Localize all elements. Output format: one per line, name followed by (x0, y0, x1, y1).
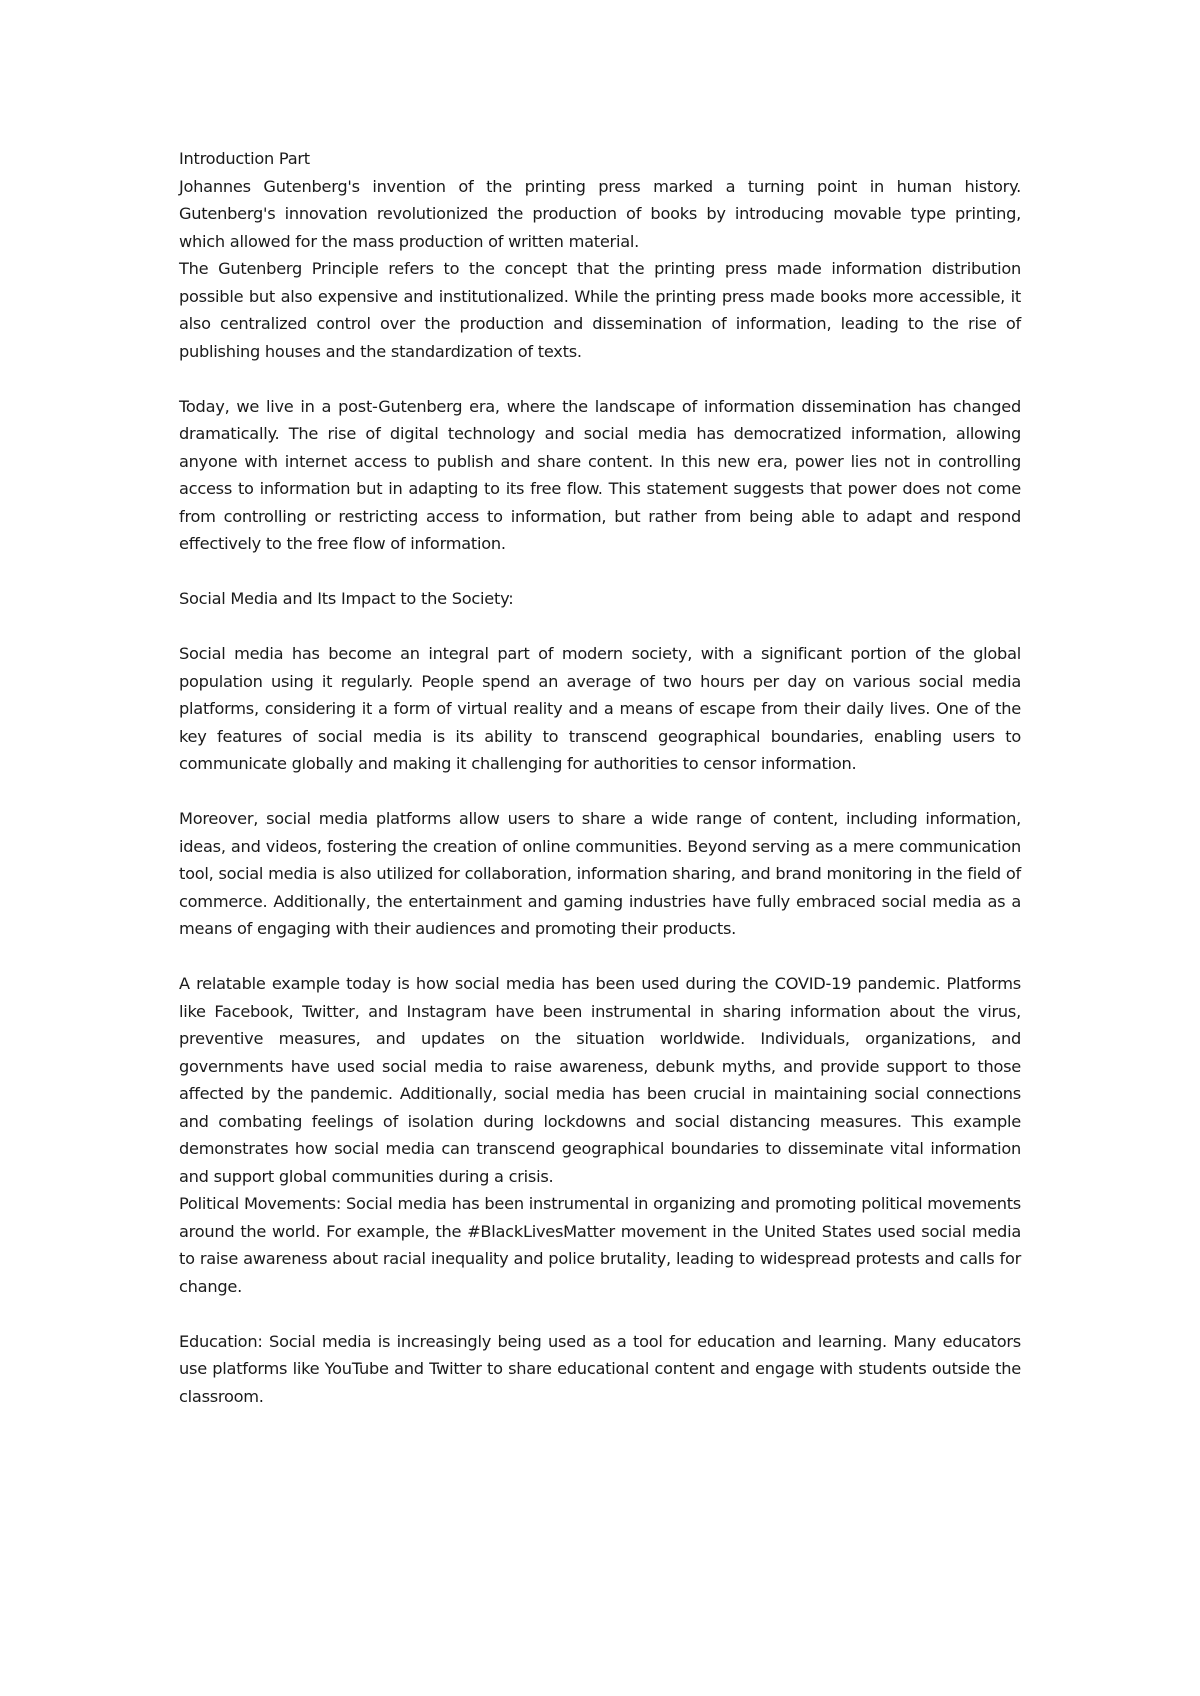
paragraph-gutenberg-principle: The Gutenberg Principle refers to the concept that the printing press made information distribution possible but also expensive and institutionalized. While the printing press made books more accessible, it also centralized control over the production and dissemination of information, leading to the rise of publishing houses and the standardization of texts. (179, 259, 1021, 361)
paragraph-covid-example: A relatable example today is how social media has been used during the COVID-19 pandemic. Platforms like Facebook, Twitter, and Instagram have been instrumental in sharing information about the virus, preventive measures, and updates on the situation worldwide. Individuals, organizations, and governments have used social media to raise awareness, debunk myths, and provide support to those affected by the pandemic. Additionally, social media has been crucial in maintaining social connections and combating feelings of isolation during lockdowns and social distancing measures. This example demonstrates how social media can transcend geographical boundaries to disseminate vital information and support global communities during a crisis. (179, 974, 1021, 1186)
paragraph-political-movements: Political Movements: Social media has been instrumental in organizing and promoting political movements around the world. For example, the #BlackLivesMatter movement in the United States used social media to raise awareness about racial inequality and police brutality, leading to widespread protests and calls for change. (179, 1194, 1021, 1296)
section-heading-social-media: Social Media and Its Impact to the Society: (179, 589, 514, 608)
paragraph-social-media-integral: Social media has become an integral part of modern society, with a significant portion of the global population using it regularly. People spend an average of two hours per day on various social media platforms, considering it a form of virtual reality and a means of escape from their daily lives. One of the key features of social media is its ability to transcend geographical boundaries, enabling users to communicate globally and making it challenging for authorities to censor information. (179, 644, 1021, 773)
section-heading-introduction: Introduction Part (179, 149, 310, 168)
document-body (179, 145, 1021, 1410)
paragraph-social-media-content: Moreover, social media platforms allow users to share a wide range of content, including information, ideas, and videos, fostering the creation of online communities. Beyond serving as a mere communication tool, social media is also utilized for collaboration, information sharing, and brand monitoring in the field of commerce. Additionally, the entertainment and gaming industries have fully embraced social media as a means of engaging with their audiences and promoting their products. (179, 809, 1021, 938)
paragraph-education: Education: Social media is increasingly being used as a tool for education and learning. Many educators use platforms like YouTube and Twitter to share educational content and engage with students outside the classroom. (179, 1331, 1021, 1406)
paragraph-gutenberg-invention: Johannes Gutenberg's invention of the printing press marked a turning point in human history. Gutenberg's innovation revolutionized the production of books by introducing movable type printing, which allowed for the mass production of written material. (179, 176, 1021, 251)
paragraph-post-gutenberg-era: Today, we live in a post-Gutenberg era, where the landscape of information dissemination has changed dramatically. The rise of digital technology and social media has democratized information, allowing anyone with internet access to publish and share content. In this new era, power lies not in controlling access to information but in adapting to its free flow. This statement suggests that power does not come from controlling or restricting access to information, but rather from being able to adapt and respond effectively to the free flow of information. (179, 396, 1021, 553)
